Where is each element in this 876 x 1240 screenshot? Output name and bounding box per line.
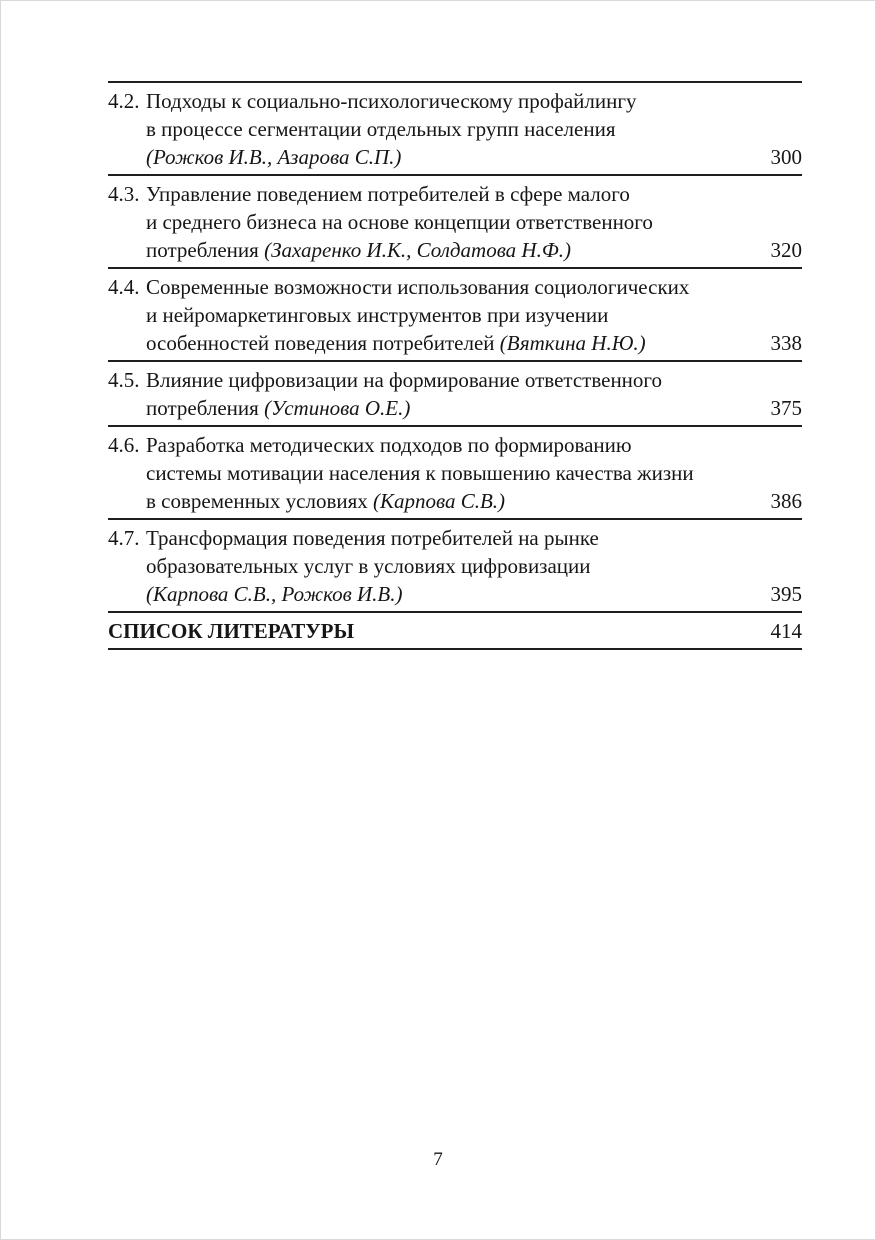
toc-entry-text [108, 87, 757, 171]
entry-number: 4.6. [108, 433, 140, 457]
entry-title: Трансформация поведения потребителей на рынке [146, 526, 599, 550]
entry-title: Подходы к социально-психологическому профайлингу [146, 89, 637, 113]
entry-line [108, 115, 757, 143]
entry-title: особенностей поведения потребителей [146, 331, 500, 355]
toc-entry-text [108, 366, 757, 422]
entry-authors: (Карпова С.В.) [373, 489, 506, 513]
entry-title: Разработка методических подходов по формированию [146, 433, 632, 457]
entry-number: 4.4. [108, 275, 140, 299]
toc-entry-4-2 [108, 81, 802, 174]
entry-page-number: 300 [770, 145, 802, 169]
toc-entry-text [108, 180, 757, 264]
entry-line [108, 180, 757, 208]
entry-number: 4.2. [108, 89, 140, 113]
entry-page-number: 320 [770, 238, 802, 262]
entry-authors: (Карпова С.В., Рожков И.В.) [146, 582, 403, 606]
entry-authors: (Вяткина Н.Ю.) [499, 331, 646, 355]
toc-entry-4-4 [108, 267, 802, 360]
entry-line [108, 580, 757, 608]
entry-line [108, 236, 757, 264]
entry-line [108, 552, 757, 580]
entry-number: 4.5. [108, 368, 140, 392]
entry-line [108, 394, 757, 422]
entry-title: потребления [146, 238, 265, 262]
toc-entry-text [108, 431, 757, 515]
entry-title: и среднего бизнеса на основе концепции ответственного [146, 210, 653, 234]
entry-line [108, 87, 757, 115]
entry-title: Управление поведением потребителей в сфере малого [146, 182, 630, 206]
entry-line [108, 208, 757, 236]
entry-title: в процессе сегментации отдельных групп населения [146, 117, 616, 141]
entry-authors: (Рожков И.В., Азарова С.П.) [146, 145, 402, 169]
toc-entry-text [108, 273, 757, 357]
footer-page-number: 7 [433, 1149, 443, 1170]
entry-page-number: 375 [770, 396, 802, 420]
entry-title: потребления [146, 396, 265, 420]
toc-entry-4-5 [108, 360, 802, 425]
references-label: СПИСОК ЛИТЕРАТУРЫ [108, 619, 355, 643]
entry-authors: (Захаренко И.К., Солдатова Н.Ф.) [264, 238, 571, 262]
toc-entry-4-6 [108, 425, 802, 518]
toc-entry-4-3 [108, 174, 802, 267]
entry-line [108, 329, 757, 357]
entry-line [108, 273, 757, 301]
toc-entry-4-7 [108, 518, 802, 611]
entry-page-number: 414 [770, 619, 802, 643]
toc-entry-text [108, 617, 757, 645]
entry-line [108, 524, 757, 552]
entry-page-number: 386 [770, 489, 802, 513]
entry-authors: (Устинова О.Е.) [264, 396, 411, 420]
entry-line [108, 366, 757, 394]
entry-number: 4.7. [108, 526, 140, 550]
entry-title: и нейромаркетинговых инструментов при изучении [146, 303, 609, 327]
entry-line [108, 431, 757, 459]
entry-page-number: 395 [770, 582, 802, 606]
entry-line [108, 459, 757, 487]
toc-entry-text [108, 524, 757, 608]
entry-page-number: 338 [770, 331, 802, 355]
entry-title: Влияние цифровизации на формирование ответственного [146, 368, 663, 392]
entry-line [108, 143, 757, 171]
entry-title: системы мотивации населения к повышению качества жизни [146, 461, 694, 485]
entry-line [108, 301, 757, 329]
toc-entry-references [108, 611, 802, 650]
table-of-contents [108, 81, 802, 650]
entry-title: Современные возможности использования социологических [146, 275, 690, 299]
entry-number: 4.3. [108, 182, 140, 206]
entry-title: образовательных услуг в условиях цифровизации [146, 554, 591, 578]
entry-title: в современных условиях [146, 489, 374, 513]
entry-line [108, 487, 757, 515]
